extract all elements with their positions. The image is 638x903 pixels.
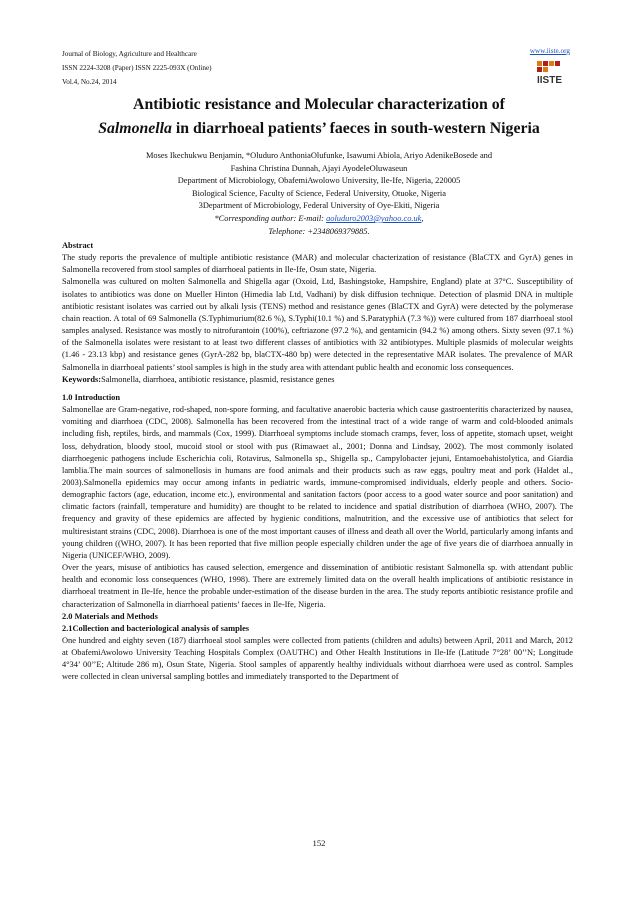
logo-text: IISTE — [537, 75, 563, 86]
corresponding-author: *Corresponding author: E-mail: aoluduro2003@yahoo.co.uk, — [214, 213, 424, 223]
author-block — [40, 150, 598, 238]
iiste-logo — [533, 60, 579, 86]
title-line-1: Antibiotic resistance and Molecular characterization of — [133, 96, 505, 113]
affiliation-3: 3Department of Microbiology, Federal University of Oye-Ekiti, Nigeria — [198, 201, 440, 211]
title-line-2: Salmonella in diarrhoeal patients’ faeces in south-western Nigeria — [98, 120, 540, 137]
affiliation-1: Department of Microbiology, ObafemiAwolowo University, Ile-Ife, Nigeria, 220005 — [177, 176, 461, 186]
keywords: Keywords:Salmonella, diarrhoea, antibiotic resistance, plasmid, resistance genes — [62, 374, 335, 384]
abstract-paragraph-1: The study reports the prevalence of multiple antibiotic resistance (MAR) and molecular chacterization of resistance (BlaCTX and GyrA) genes in Salmonella recovered from stool samples of diarrhoeal patients in Ile-Ife, Osun state, Nigeria. — [62, 253, 573, 275]
journal-name: Journal of Biology, Agriculture and Healthcare — [62, 50, 197, 58]
intro-paragraph-2: Over the years, misuse of antibiotics has caused selection, emergence and dissemination of antibiotic resistant Salmonella sp. with attendant public health and economic loss consequences (WHO, 1998). There are extremely limited data on the overall health implications of antibiotic resistance in diarrhoeal treatment in Ile-Ife, hence the probable under-estimation of the disease burden in the area. The study reports antibiotic resistance profile and characterization of Salmonella in diarrhoeal patients’ faeces in Ile-Ife, Nigeria. — [62, 563, 573, 609]
paper-body — [62, 240, 573, 684]
methods-paragraph-1: One hundred and eighty seven (187) diarrhoeal stool samples were collected from patients (children and adults) between April, 2011 and March, 2012 at ObafemiAwolowo University Teaching Hospitals Complex (OAUTHC) and Other Health Institutions in Ile-Ife (Latitude 7°28’ 00’’N; Longitude 4°34’ 00’’E; Altitude 286 m), Osun State, Nigeria. Stool samples of apparently healthy individuals without diarrhoea were used as control. Samples were collected in clean universal sampling bottles and immediately transported to the Department of — [62, 636, 573, 682]
abstract-heading: Abstract — [62, 241, 94, 250]
affiliation-2: Biological Science, Faculty of Science, Federal University, Otuoke, Nigeria — [192, 188, 446, 198]
journal-header — [62, 47, 212, 89]
journal-url[interactable]: www.iiste.org — [529, 47, 570, 55]
methods-heading: 2.0 Materials and Methods — [62, 611, 158, 621]
abstract-paragraph-2: Salmonella was cultured on molten Salmonella and Shigella agar (Oxoid, Ltd, Bashingstoke, Hampshire, England) plate at 37°C. Susceptibility of isolates to antibiotics was done on Mueller Hinton (Himedia lab Ltd, Vadhani) by disk diffusion technique. Detection of plasmid DNA in multiple antibiotic resistant isolates was carried out by alkali lysis (TENS) method and resistance genes (BlaCTX and GyrA) were detected by the polymerase chain reaction. A total of 69 Salmonella (S.Typhimurium(82.6 %), S.Typhi(10.1 %) and S.ParatyphiA (7.3 %)) were cultured from 187 diarrhoeal stool samples analysed. Resistance was mostly to nitrofurantoin (100%), ceftriazone (97.2 %), and gentamicin (94.2 %) among others. Sixty seven (97.1 %) of the Salmonella isolates were resistant to at least two different classes of antibiotics with 32 antibiotypes. Multiple plasmids of molecular weights (1.46 - 23.13 kbp) and resistance genes (GyrA-282 bp, blaCTX-480 bp) were detected in the representative MAR isolates. The prevalence of MAR Salmonella in diarrhoeal patients’ stool samples is high in the study area with attendant public health and economic loss consequences. — [62, 277, 573, 372]
intro-heading: 1.0 Introduction — [62, 392, 121, 402]
intro-paragraph-1: Salmonellae are Gram-negative, rod-shaped, non-spore forming, and facultative anaerobic bacteria which cause gastroenteritis characterized by nausea, vomiting and diarrhoea (CDC, 2008). Salmonella has been recovered from the intestinal tract of a wide range of warm and cold-blooded animals including fish, reptiles, birds, and mammals (Cox, 1999). Diarrhoeal symptoms include stomach cramps, fever, loss of appetite, stomach upset, weight loss, dehydration, bloody stool, mucoid stool or stool with pus (Rimawaet al., 2001; Donna and Lindsay, 2002). The most commonly isolated diarrhoegenic pathogens include Escherichia coli, Rotavirus, Salmonella sp., Shigella sp., Campylobacter jejuni, Entamoebahistolytica, and Giardia lamblia.The main sources of salmonellosis in humans are food animals and their products such as raw eggs, poultry meat and pork (Haldet al., 2003).Salmonella epidemics may occur among infants in pediatric wards, immune-compromised individuals, elderly people and others. Socio-demographic factors (age, education, income etc.), environmental and sanitation factors (poor access to a good water source and poor sanitation) and climatic factors (rainfall, temperature and humidity) are thought to be related to incidence and spatial distribution of diarrhoea (WHO, 2007). The frequency and gravity of these epidemics are affected by hygienic conditions, malnutrition, and the excessive use of antibiotics that select for multiresistant strains (CDC, 2008). Diarrhoea is one of the most important causes of illness and death all over the World, particularly among infants and young children ((WHO, 2007). It has been reported that five million people especially children under the age of five years die of diarrhoea annually in Nigeria (UNICEF/WHO, 2009). — [62, 405, 573, 560]
authors-line-1: Moses Ikechukwu Benjamin, *Oluduro AnthoniaOlufunke, Isawumi Abiola, Ariyo AdenikeBosede and — [145, 151, 493, 160]
email-link[interactable]: aoluduro2003@yahoo.co.uk — [326, 213, 422, 223]
page-number: 152 — [312, 838, 326, 848]
issn: ISSN 2224-3208 (Paper) ISSN 2225-093X (Online) — [62, 64, 212, 72]
telephone: Telephone: +2348069379885. — [268, 226, 370, 236]
authors-line-2: Fashina Christina Dunnah, Ajayi AyodeleOluwaseun — [230, 163, 408, 173]
methods-subheading: 2.1Collection and bacteriological analysis of samples — [62, 623, 250, 633]
volume: Vol.4, No.24, 2014 — [62, 78, 117, 86]
paper-title — [40, 93, 598, 141]
